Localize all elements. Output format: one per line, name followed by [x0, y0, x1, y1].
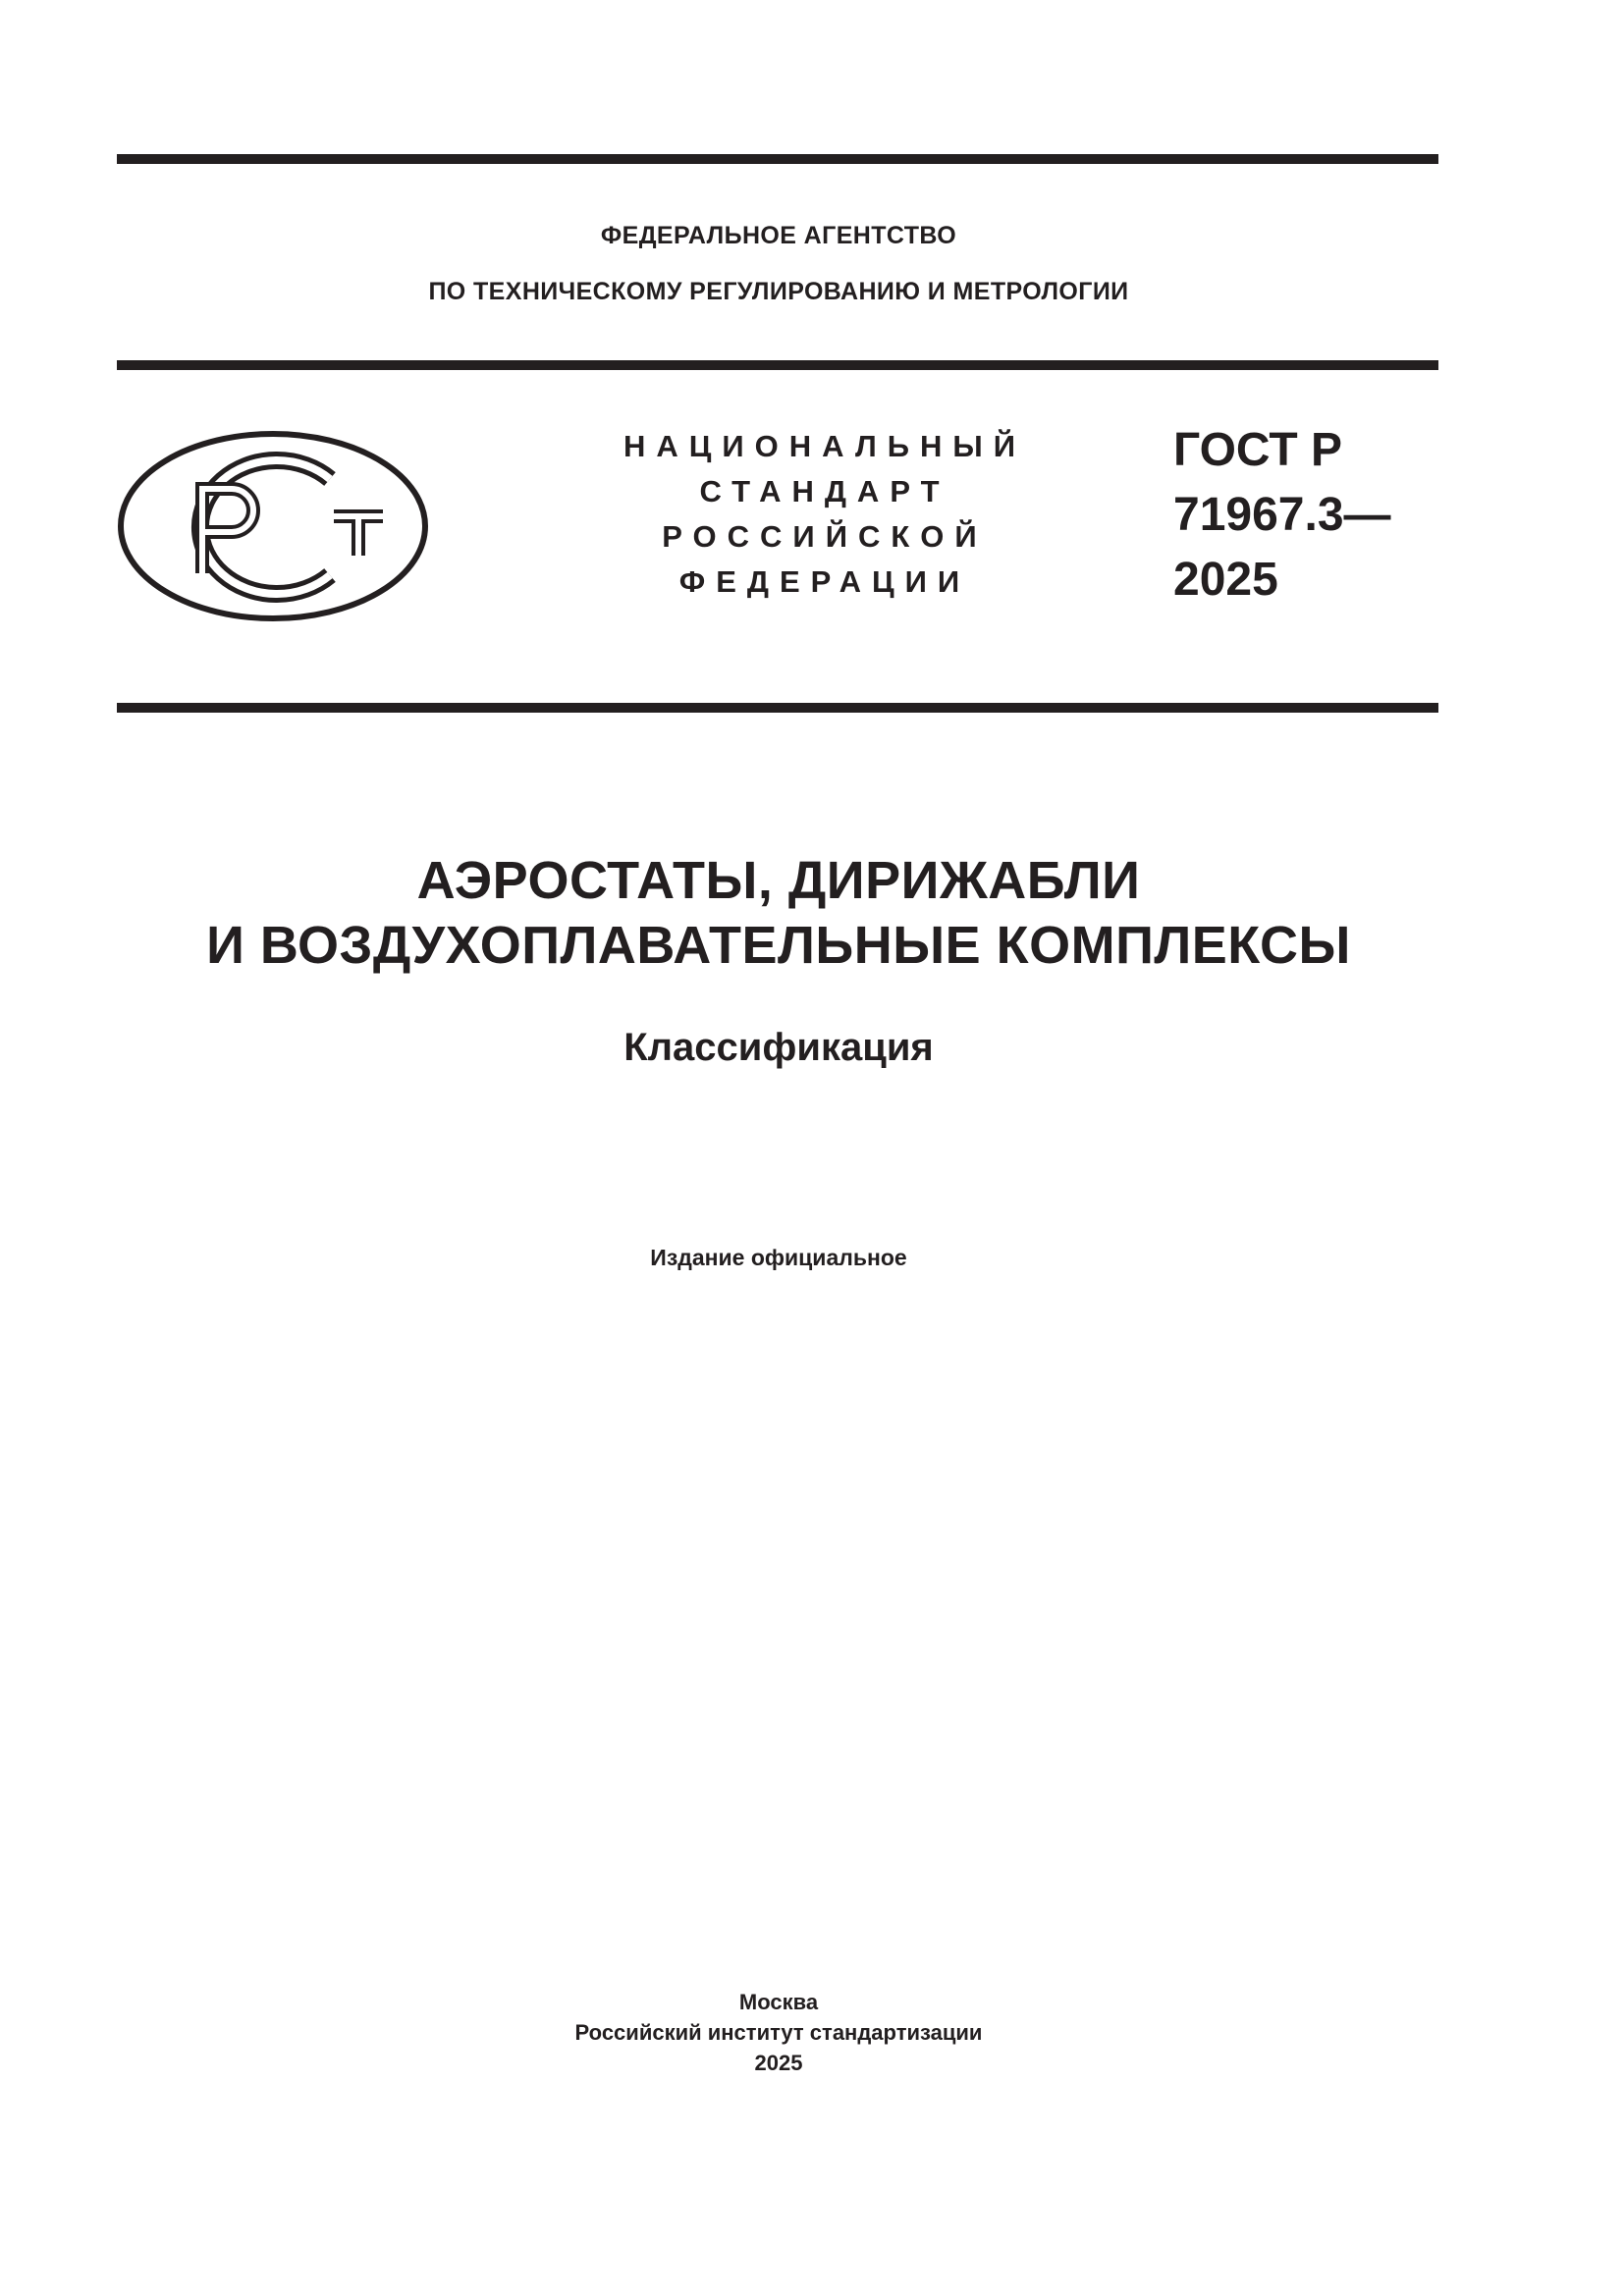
rst-certification-mark-icon [116, 428, 430, 624]
imprint-publisher: Российский институт стандартизации [574, 2020, 983, 2045]
standard-type-line-4: ФЕДЕРАЦИИ [678, 564, 971, 599]
agency-name-line-2: ПО ТЕХНИЧЕСКОМУ РЕГУЛИРОВАНИЮ И МЕТРОЛОГИИ [428, 278, 1129, 305]
top-rule [117, 154, 1438, 164]
agency-name-line-1: ФЕДЕРАЛЬНОЕ АГЕНТСТВО [600, 222, 957, 249]
agency-rule [117, 360, 1438, 370]
designation-line-2: 71967.3— [1173, 489, 1391, 541]
standard-type-line-2: СТАНДАРТ [699, 474, 950, 508]
designation-line-3: 2025 [1173, 554, 1278, 606]
standard-type-line-3: РОССИЙСКОЙ [662, 519, 988, 554]
imprint-year: 2025 [754, 2051, 803, 2075]
imprint-city: Москва [738, 1990, 819, 2014]
document-title-line-1: АЭРОСТАТЫ, ДИРИЖАБЛИ [416, 851, 1141, 910]
header-rule [117, 703, 1438, 713]
document-subtitle: Классификация [623, 1026, 934, 1069]
document-title-line-2: И ВОЗДУХОПЛАВАТЕЛЬНЫЕ КОМПЛЕКСЫ [206, 916, 1351, 975]
designation-line-1: ГОСТ Р [1173, 424, 1343, 476]
standard-type-line-1: НАЦИОНАЛЬНЫЙ [623, 429, 1027, 463]
edition-note: Издание официальное [650, 1245, 907, 1270]
standard-type [579, 424, 1070, 605]
standard-designation [1173, 418, 1391, 613]
